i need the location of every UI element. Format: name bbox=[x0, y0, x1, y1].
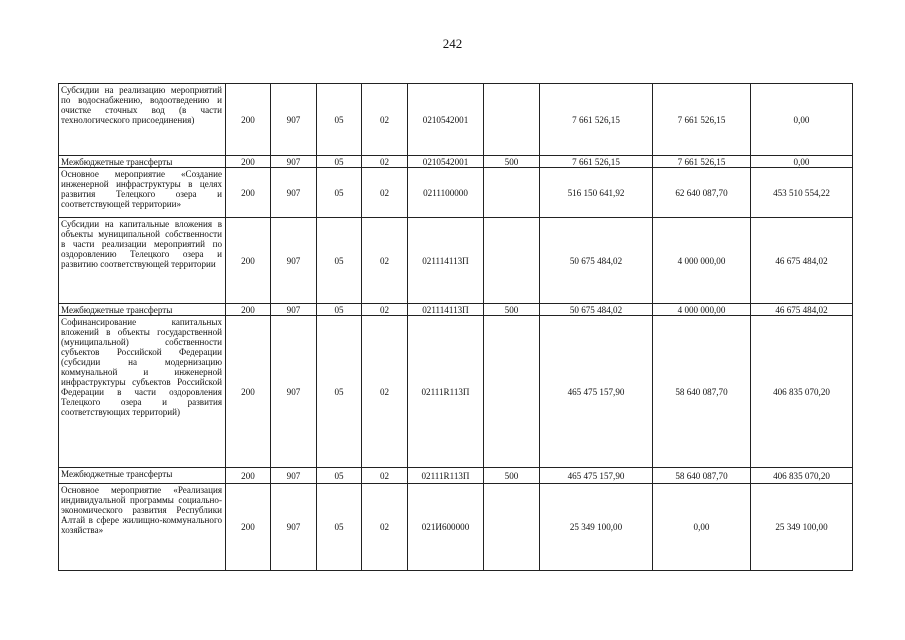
section-code-cell: 05 bbox=[317, 304, 362, 316]
target-article-cell: 02111R113П bbox=[408, 316, 484, 468]
expense-type-cell: 500 bbox=[484, 468, 540, 484]
subsection-code-cell: 02 bbox=[362, 304, 408, 316]
row-name-cell: Основное мероприятие «Создание инженерной инфраструктуры в целях развития Телецкого озера и соответствующей территории» bbox=[59, 168, 226, 218]
amount-regional-cell: 7 661 526,15 bbox=[653, 84, 751, 156]
amount-regional-cell: 58 640 087,70 bbox=[653, 468, 751, 484]
page-number: 242 bbox=[442, 36, 463, 51]
subsection-code-cell: 02 bbox=[362, 468, 408, 484]
table-row bbox=[59, 484, 853, 571]
amount-total-cell: 465 475 157,90 bbox=[540, 468, 653, 484]
admin-code-cell: 200 bbox=[226, 168, 271, 218]
amount-total-cell: 50 675 484,02 bbox=[540, 218, 653, 304]
amount-federal-cell: 406 835 070,20 bbox=[751, 468, 853, 484]
section-code-cell: 05 bbox=[317, 84, 362, 156]
ministry-code-cell: 907 bbox=[271, 316, 317, 468]
target-article-cell: 0211100000 bbox=[408, 168, 484, 218]
amount-federal-cell: 453 510 554,22 bbox=[751, 168, 853, 218]
table-row bbox=[59, 218, 853, 304]
ministry-code-cell: 907 bbox=[271, 156, 317, 168]
admin-code-cell: 200 bbox=[226, 316, 271, 468]
subsection-code-cell: 02 bbox=[362, 156, 408, 168]
target-article-cell: 021114113П bbox=[408, 304, 484, 316]
admin-code-cell: 200 bbox=[226, 156, 271, 168]
table-row bbox=[59, 468, 853, 484]
target-article-cell: 021И600000 bbox=[408, 484, 484, 571]
expense-type-cell: 500 bbox=[484, 156, 540, 168]
expense-type-cell bbox=[484, 484, 540, 571]
admin-code-cell: 200 bbox=[226, 84, 271, 156]
amount-regional-cell: 58 640 087,70 bbox=[653, 316, 751, 468]
row-name-cell: Межбюджетные трансферты bbox=[59, 304, 226, 316]
ministry-code-cell: 907 bbox=[271, 468, 317, 484]
table-row bbox=[59, 168, 853, 218]
amount-regional-cell: 62 640 087,70 bbox=[653, 168, 751, 218]
subsection-code-cell: 02 bbox=[362, 218, 408, 304]
section-code-cell: 05 bbox=[317, 316, 362, 468]
admin-code-cell: 200 bbox=[226, 218, 271, 304]
amount-federal-cell: 46 675 484,02 bbox=[751, 304, 853, 316]
amount-federal-cell: 406 835 070,20 bbox=[751, 316, 853, 468]
admin-code-cell: 200 bbox=[226, 304, 271, 316]
row-name-cell: Субсидии на капитальные вложения в объекты муниципальной собственности в части реализации мероприятий по оздоровлению Телецкого озера и развитию соответствующей территории bbox=[59, 218, 226, 304]
section-code-cell: 05 bbox=[317, 156, 362, 168]
subsection-code-cell: 02 bbox=[362, 168, 408, 218]
table-row bbox=[59, 304, 853, 316]
row-name-cell: Основное мероприятие «Реализация индивидуальной программы социально-экономического развития Республики Алтай в сфере жилищно-коммунального хозяйства» bbox=[59, 484, 226, 571]
subsection-code-cell: 02 bbox=[362, 84, 408, 156]
row-name-cell: Межбюджетные трансферты bbox=[59, 468, 226, 484]
row-name-cell: Субсидии на реализацию мероприятий по водоснабжению, водоотведению и очистке сточных вод (в части технологического присоединения) bbox=[59, 84, 226, 156]
amount-regional-cell: 7 661 526,15 bbox=[653, 156, 751, 168]
expense-type-cell: 500 bbox=[484, 304, 540, 316]
amount-total-cell: 50 675 484,02 bbox=[540, 304, 653, 316]
section-code-cell: 05 bbox=[317, 484, 362, 571]
admin-code-cell: 200 bbox=[226, 468, 271, 484]
target-article-cell: 0210542001 bbox=[408, 156, 484, 168]
expense-type-cell bbox=[484, 316, 540, 468]
table-row bbox=[59, 316, 853, 468]
table-row bbox=[59, 156, 853, 168]
ministry-code-cell: 907 bbox=[271, 84, 317, 156]
section-code-cell: 05 bbox=[317, 218, 362, 304]
amount-total-cell: 7 661 526,15 bbox=[540, 156, 653, 168]
amount-federal-cell: 0,00 bbox=[751, 84, 853, 156]
target-article-cell: 0210542001 bbox=[408, 84, 484, 156]
table-row bbox=[59, 84, 853, 156]
expense-type-cell bbox=[484, 84, 540, 156]
subsection-code-cell: 02 bbox=[362, 484, 408, 571]
ministry-code-cell: 907 bbox=[271, 218, 317, 304]
amount-regional-cell: 0,00 bbox=[653, 484, 751, 571]
target-article-cell: 021114113П bbox=[408, 218, 484, 304]
target-article-cell: 02111R113П bbox=[408, 468, 484, 484]
ministry-code-cell: 907 bbox=[271, 484, 317, 571]
amount-regional-cell: 4 000 000,00 bbox=[653, 218, 751, 304]
section-code-cell: 05 bbox=[317, 468, 362, 484]
amount-federal-cell: 46 675 484,02 bbox=[751, 218, 853, 304]
subsection-code-cell: 02 bbox=[362, 316, 408, 468]
amount-federal-cell: 25 349 100,00 bbox=[751, 484, 853, 571]
admin-code-cell: 200 bbox=[226, 484, 271, 571]
row-name-cell: Софинансирование капитальных вложений в объекты государственной (муниципальной) собственности субъектов Российской Федерации (субсидии на модернизацию коммунальной и инженерной инфраструктуры субъектов Российской Федерации в части оздоровления Телецкого озера и развития соответствующих территорий) bbox=[59, 316, 226, 468]
expense-type-cell bbox=[484, 218, 540, 304]
amount-federal-cell: 0,00 bbox=[751, 156, 853, 168]
amount-regional-cell: 4 000 000,00 bbox=[653, 304, 751, 316]
ministry-code-cell: 907 bbox=[271, 304, 317, 316]
amount-total-cell: 465 475 157,90 bbox=[540, 316, 653, 468]
section-code-cell: 05 bbox=[317, 168, 362, 218]
expense-type-cell bbox=[484, 168, 540, 218]
budget-table bbox=[58, 83, 853, 571]
amount-total-cell: 25 349 100,00 bbox=[540, 484, 653, 571]
ministry-code-cell: 907 bbox=[271, 168, 317, 218]
amount-total-cell: 7 661 526,15 bbox=[540, 84, 653, 156]
row-name-cell: Межбюджетные трансферты bbox=[59, 156, 226, 168]
amount-total-cell: 516 150 641,92 bbox=[540, 168, 653, 218]
